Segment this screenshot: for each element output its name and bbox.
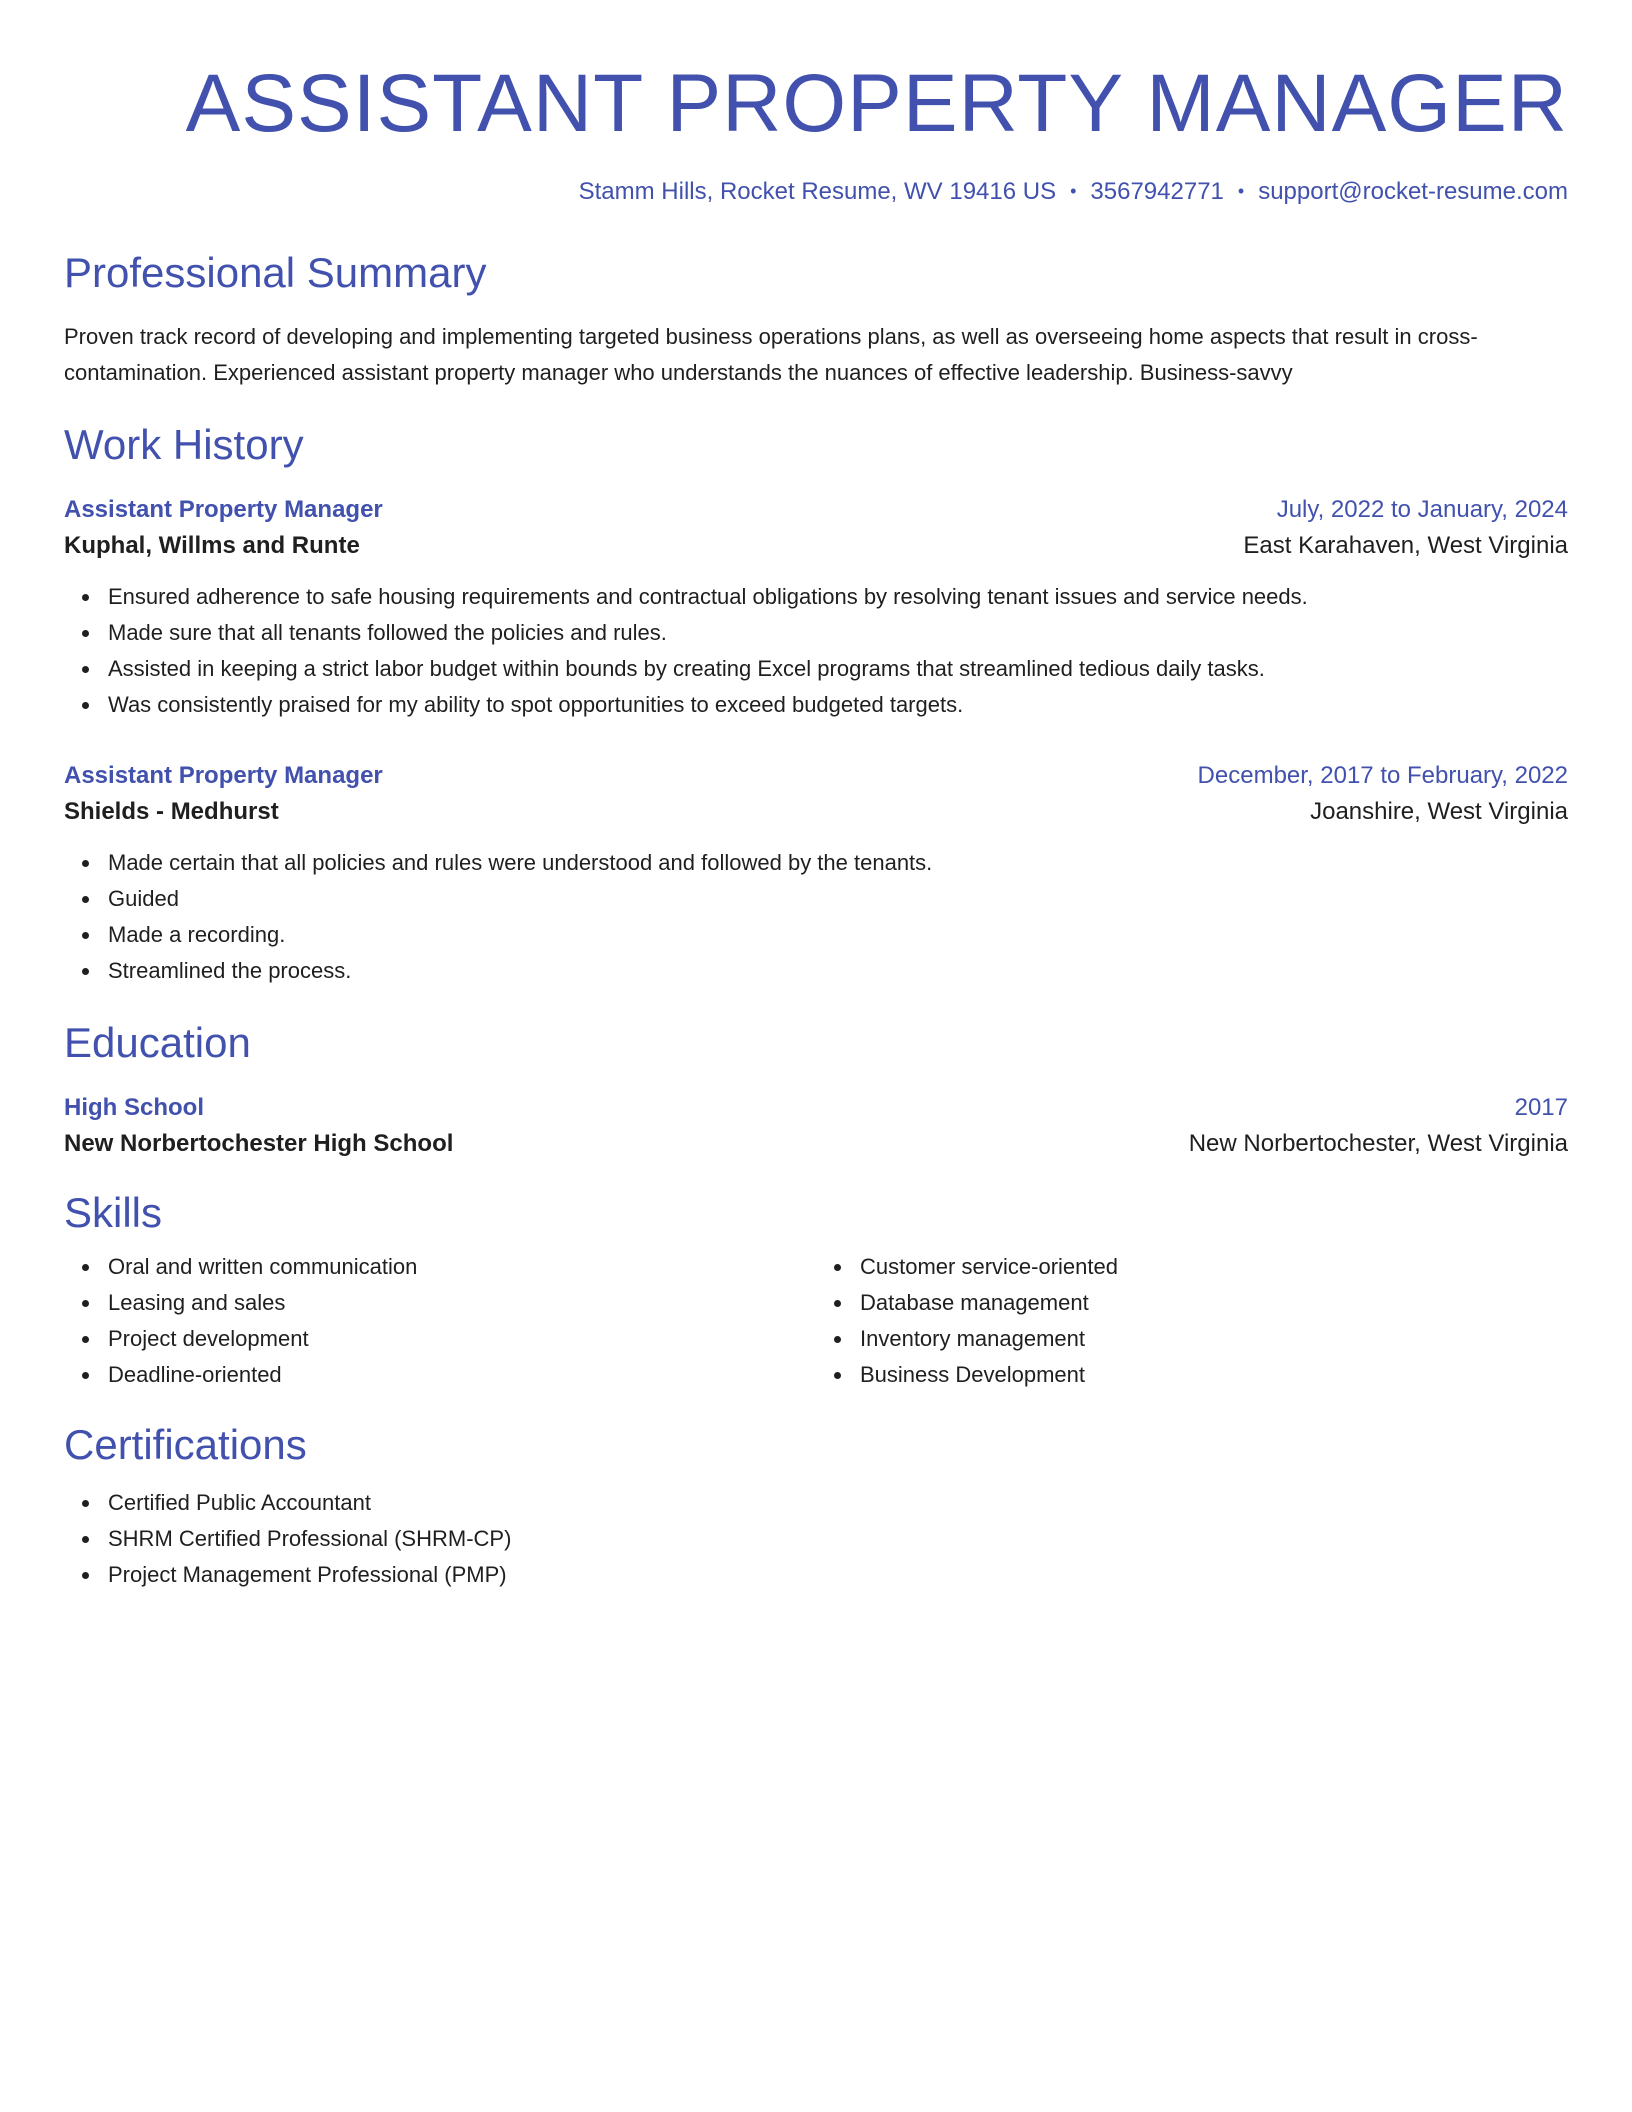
education-degree: High School [64, 1094, 204, 1121]
work-history-section [64, 419, 1568, 989]
job-bullet: Guided [108, 881, 1568, 917]
education-section [64, 1017, 1568, 1163]
job-employer: Kuphal, Willms and Runte [64, 532, 360, 559]
skills-grid [64, 1249, 1568, 1393]
job-bullet-list [64, 579, 1568, 723]
job-dates: December, 2017 to February, 2022 [1197, 762, 1568, 789]
job-employer-row [64, 793, 1568, 831]
skill-item: Oral and written communication [108, 1249, 816, 1285]
job-dates: July, 2022 to January, 2024 [1276, 496, 1568, 523]
job-role: Assistant Property Manager [64, 496, 383, 523]
education-school-row [64, 1125, 1568, 1163]
certification-item: Project Management Professional (PMP) [108, 1557, 1568, 1593]
skills-list-right [816, 1249, 1568, 1393]
education-header-row [64, 1091, 1568, 1125]
education-entry [64, 1091, 1568, 1163]
job-header-row [64, 759, 1568, 793]
education-school: New Norbertochester High School [64, 1130, 454, 1157]
job-entry [64, 493, 1568, 723]
job-header-row [64, 493, 1568, 527]
job-bullet: Assisted in keeping a strict labor budget within bounds by creating Excel programs that streamlined tedious daily tasks. [108, 651, 1568, 687]
summary-heading: Professional Summary [64, 249, 487, 296]
job-location: East Karahaven, West Virginia [1243, 532, 1568, 559]
skills-list-left [64, 1249, 816, 1393]
skill-item: Customer service-oriented [860, 1249, 1568, 1285]
job-bullet: Made sure that all tenants followed the policies and rules. [108, 615, 1568, 651]
skill-item: Inventory management [860, 1321, 1568, 1357]
skill-item: Business Development [860, 1357, 1568, 1393]
certification-item: SHRM Certified Professional (SHRM-CP) [108, 1521, 1568, 1557]
skill-item: Project development [108, 1321, 816, 1357]
summary-text: Proven track record of developing and implementing targeted business operations plans, as well as overseeing home aspects that result in cross-contamination. Experienced assistant property manager who understands the nuances of effective leadership. Business-savvy [64, 324, 1478, 385]
certifications-list [64, 1485, 1568, 1593]
education-year: 2017 [1514, 1094, 1568, 1121]
contact-separator: • [1070, 181, 1077, 201]
skills-heading: Skills [64, 1189, 163, 1236]
skill-item: Leasing and sales [108, 1285, 816, 1321]
contact-address: Stamm Hills, Rocket Resume, WV 19416 US [578, 178, 1057, 205]
job-bullet: Ensured adherence to safe housing requirements and contractual obligations by resolving tenant issues and service needs. [108, 579, 1568, 615]
contact-email: support@rocket-resume.com [1258, 178, 1568, 205]
contact-separator: • [1237, 181, 1245, 201]
certifications-section [64, 1419, 1568, 1593]
education-location: New Norbertochester, West Virginia [1188, 1130, 1568, 1157]
skills-section [64, 1187, 1568, 1393]
job-entry [64, 759, 1568, 989]
job-bullet: Streamlined the process. [108, 953, 1568, 989]
job-bullet: Made a recording. [108, 917, 1568, 953]
certification-item: Certified Public Accountant [108, 1485, 1568, 1521]
resume-header [64, 0, 1568, 209]
job-role: Assistant Property Manager [64, 762, 383, 789]
skill-item: Deadline-oriented [108, 1357, 816, 1393]
summary-section [64, 247, 1568, 391]
job-location: Joanshire, West Virginia [1310, 798, 1568, 825]
education-heading: Education [64, 1019, 251, 1066]
job-bullet: Was consistently praised for my ability to spot opportunities to exceed budgeted targets. [108, 687, 1568, 723]
job-bullet-list [64, 845, 1568, 989]
job-bullet: Made certain that all policies and rules were understood and followed by the tenants. [108, 845, 1568, 881]
work-history-heading: Work History [64, 421, 304, 468]
skill-item: Database management [860, 1285, 1568, 1321]
contact-line [64, 176, 1568, 209]
contact-phone: 3567942771 [1090, 178, 1224, 205]
job-employer: Shields - Medhurst [64, 798, 279, 825]
certifications-heading: Certifications [64, 1421, 307, 1468]
job-employer-row [64, 527, 1568, 565]
candidate-title: ASSISTANT PROPERTY MANAGER [185, 58, 1568, 149]
